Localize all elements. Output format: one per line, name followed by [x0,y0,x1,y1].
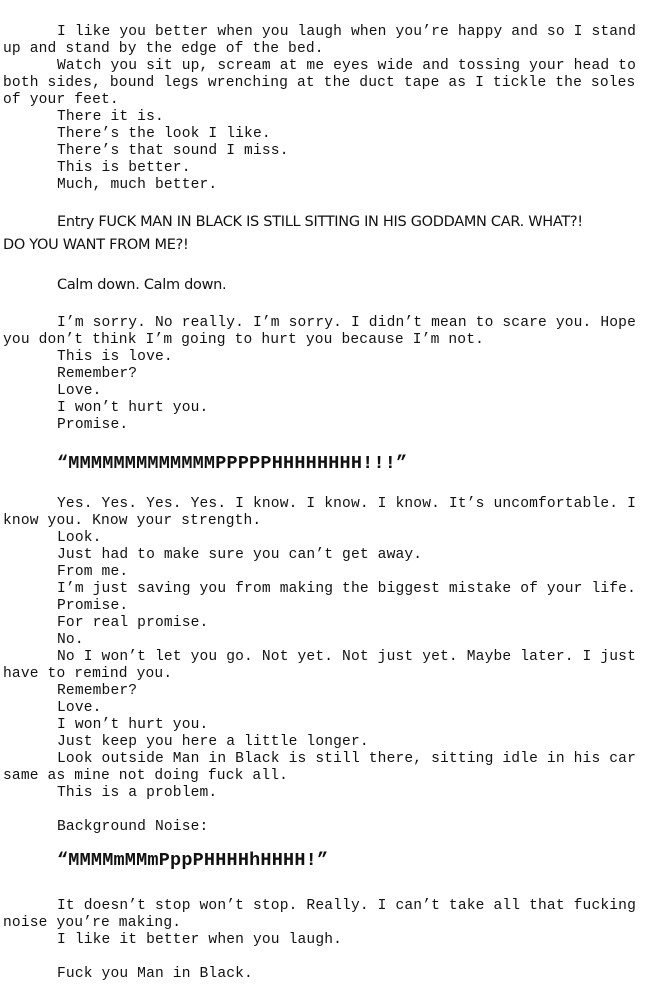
text-line: There it is. [57,109,164,125]
text-line: There’s that sound I miss. [57,143,289,159]
background-noise-label: Background Noise: [57,819,209,835]
text-line: up and stand by the edge of the bed. [3,41,324,57]
text-line: have to remind you. [3,666,173,682]
text-line: Much, much better. [57,177,218,193]
entry-heading-line2: DO YOU WANT FROM ME?! [3,237,189,253]
text-line: Yes. Yes. Yes. Yes. I know. I know. I know. It’s uncomfortable. I [57,496,636,512]
text-line: Love. [57,383,102,399]
shout-line: “MMMMMMMMMMMMMPPPPPHHHHHHHH!!!” [57,453,408,474]
text-line: Watch you sit up, scream at me eyes wide and tossing your head to [57,58,636,74]
text-line: Remember? [57,366,138,382]
final-line: Fuck you Man in Black. [57,966,253,982]
text-line: No I won’t let you go. Not yet. Not just yet. Maybe later. I just [57,649,636,665]
text-line: I’m sorry. No really. I’m sorry. I didn’t mean to scare you. Hope [57,315,636,331]
text-line: I like it better when you laugh. [57,932,343,948]
text-line: There’s the look I like. [57,126,271,142]
text-line: Love. [57,700,102,716]
text-line: This is a problem. [57,785,218,801]
text-line: This is better. [57,160,191,176]
text-line: I won’t hurt you. [57,400,209,416]
text-line: Just keep you here a little longer. [57,734,369,750]
text-line: Look. [57,530,102,546]
text-line: This is love. [57,349,173,365]
entry-heading-line1: Entry FUCK MAN IN BLACK IS STILL SITTING IN HIS GODDAMN CAR. WHAT?! [57,214,583,230]
text-line: you don’t think I’m going to hurt you because I’m not. [3,332,485,348]
calm-down-line: Calm down. Calm down. [57,277,227,293]
text-line: Promise. [57,598,129,614]
text-line: both sides, bound legs wrenching at the duct tape as I tickle the soles [3,75,636,91]
text-line: I’m just saving you from making the biggest mistake of your life. [57,581,636,597]
text-line: know you. Know your strength. [3,513,262,529]
text-line: For real promise. [57,615,209,631]
text-line: noise you’re making. [3,915,182,931]
text-line: Promise. [57,417,129,433]
text-line: No. [57,632,84,648]
text-line: of your feet. [3,92,119,108]
text-line: From me. [57,564,129,580]
text-line: Look outside Man in Black is still there, sitting idle in his car [57,751,636,767]
text-line: same as mine not doing fuck all. [3,768,289,784]
shout-line: “MMMMmMMmPppPHHHHhHHHH!” [57,850,329,871]
text-line: I like you better when you laugh when you’re happy and so I stand [57,24,636,40]
text-line: Just had to make sure you can’t get away. [57,547,423,563]
text-line: It doesn’t stop won’t stop. Really. I can’t take all that fucking [57,898,636,914]
text-line: I won’t hurt you. [57,717,209,733]
text-line: Remember? [57,683,138,699]
